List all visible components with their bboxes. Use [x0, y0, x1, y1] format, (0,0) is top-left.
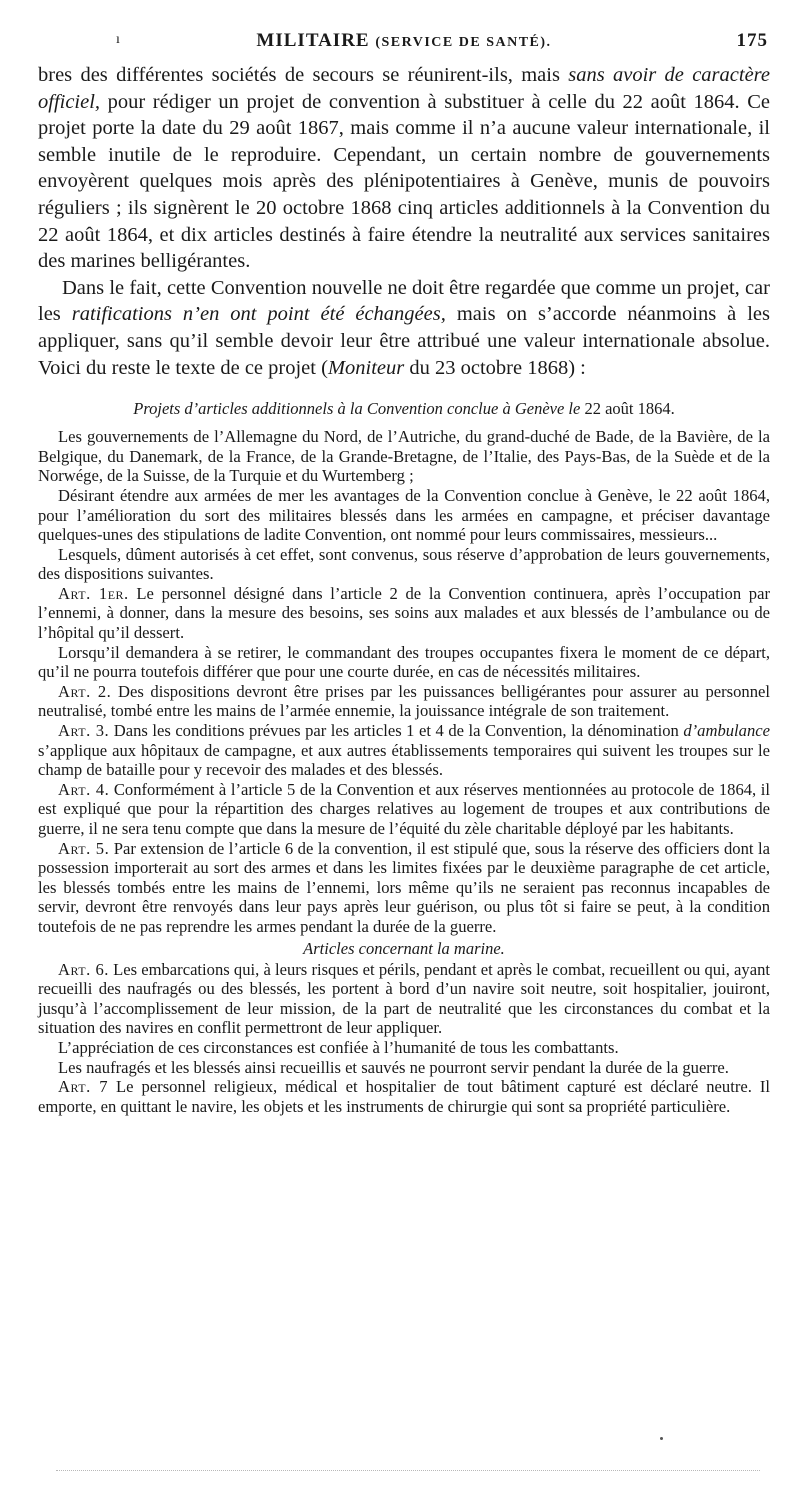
- running-title: [38, 30, 770, 52]
- article-6-continued: L’appréciation de ces circonstances est confiée à l’humanité de tous les combattants.: [58, 1037, 619, 1057]
- article-label: Art. 5.: [58, 838, 110, 858]
- article-text: Les embarcations qui, à leurs risques et périls, pendant et après le combat, recueillent ou qui, ayant recueilli des naufragés ou des blessés, les portent à bord d’un navire soit neutre, soit hospitalier, jouiront, jusqu’à l’accomplissement de leur mission, de la part de neutralité que les circonstances du combat et la situation des navires en conflit permettront de leur appliquer.: [38, 959, 770, 1038]
- article-2: [38, 682, 770, 721]
- article-label: Art. 1er.: [58, 583, 129, 603]
- book-page: [38, 28, 770, 1116]
- article-text: Le personnel religieux, médical et hospitalier de tout bâtiment capturé est déclaré neutre. Il emporte, en quittant le navire, les objets et les instruments de chirurgie qui sont sa propriété particulière.: [38, 1077, 770, 1116]
- running-head: [38, 28, 770, 62]
- article-text: Conformément à l’article 5 de la Convention et aux réserves mentionnées au protocole de 1864, il est expliqué que pour la répartition des charges relatives au logement de troupes et aux contributions de guerre, il ne sera tenu compte que dans la mesure de l’équité du zèle charitable déployé par les habitants.: [38, 779, 770, 838]
- article-text: Dans les conditions prévues par les articles 1 et 4 de la Convention, la dénomination: [109, 721, 684, 741]
- article-1: [38, 584, 770, 643]
- article-6: [38, 960, 770, 1038]
- article-text: s’applique aux hôpitaux de campagne, et aux autres établissements temporaires qui suivent les troupes sur le champ de bataille pour y recevoir des malades et des blessés.: [38, 740, 770, 780]
- intro-text: [38, 62, 770, 381]
- bottom-bleed-through: [56, 1470, 760, 1471]
- article-5: [38, 839, 770, 937]
- intro-paragraph-1: [38, 62, 770, 275]
- article-label: Art. 7: [58, 1077, 109, 1097]
- article-label: Art. 3.: [58, 721, 110, 741]
- article-label: Art. 4.: [58, 779, 110, 799]
- text-run: Dans le fait, cette Convention nouvelle ne doit être regardée que comme un projet, car les: [38, 276, 770, 326]
- articles-text: [38, 427, 770, 1116]
- article-1-continued: Lorsqu’il demandera à se retirer, le commandant des troupes occupantes fixera le moment de ce départ, qu’il ne pourra toutefois différer que pour une courte durée, en cas de nécessités militaires.: [38, 642, 770, 682]
- preamble-paragraph: Désirant étendre aux armées de mer les avantages de la Convention conclue à Genève, le 22 août 1864, pour l’amélioration du sort des militaires blessés dans les armées en campagne, et préciser davantage quelques-unes des stipulations de ladite Convention, ont nommé pour leurs commissaires, messieurs...: [38, 485, 770, 545]
- text-run: pour rédiger un projet de convention à substituer à celle du 22 août 1864. Ce projet porte la date du 29 août 1867, mais comme il n’a aucune valeur internationale, il semble inutile de le reproduire. Cependant, un certain nombre de gouvernements envoyèrent quelques mois après des plénipotentiaires à Genève, munis de pouvoirs réguliers ; ils signèrent le 20 octobre 1868 cinq articles additionnels à la Convention du 22 août 1864, et dix articles destinés à faire étendre la neutralité aux services sanitaires des marines belligérantes.: [38, 90, 770, 273]
- article-3: [38, 721, 770, 780]
- preamble-paragraph: Les gouvernements de l’Allemagne du Nord, de l’Autriche, du grand-duché de Bade, de la Bavière, de la Belgique, du Danemark, de la France, de la Grande-Bretagne, de l’Italie, des Pays-Bas, de la Suède et de la Norwége, de la Suisse, de la Turquie et du Wurtemberg ;: [38, 427, 770, 486]
- ink-speck: [660, 1437, 663, 1440]
- emphasis-run: ratifications n’en ont point été échangées,: [71, 303, 446, 326]
- article-text: Le personnel désigné dans l’article 2 de la Convention continuera, après l’occupation par l’ennemi, à donner, dans la mesure des besoins, ses soins aux malades et aux blessés de l’ambulance ou de l’hôpital qu’il dessert.: [38, 583, 770, 643]
- article-text: Des dispositions devront être prises par les puissances belligérantes pour assurer au personnel neutralisé, tombé entre les mains de l’armée ennemie, la jouissance intégrale de son traitement.: [38, 681, 770, 721]
- emphasis-run: d’ambulance: [683, 721, 770, 741]
- text-run: du 23 octobre 1868) :: [404, 356, 586, 379]
- page-number: 175: [736, 30, 768, 51]
- emphasis-run: Moniteur: [327, 356, 405, 379]
- section-heading: [38, 399, 770, 419]
- text-run: bres des différentes sociétés de secours se réunirent-ils, mais: [38, 64, 569, 86]
- article-text: Par extension de l’article 6 de la convention, il est stipulé que, sous la réserve des officiers dont la possession importerait au sort des armes et dans les limites fixées par le deuxième paragraphe de cet article, les blessés tombés entre les mains de l’ennemi, lors même qu’ils ne seraient pas reconnus incapables de servir, devront être renvoyés dans leur pays après leur guérison, ou plus tôt si faire se peut, à la condition toutefois de ne pas reprendre les armes pendant la durée de la guerre.: [38, 838, 770, 936]
- intro-paragraph-2: [38, 275, 770, 381]
- running-title-main: MILITAIRE: [256, 30, 370, 51]
- article-7: [38, 1077, 770, 1116]
- preamble-paragraph: Lesquels, dûment autorisés à cet effet, sont convenus, sous réserve d’approbation de leurs gouvernements, des dispositions suivantes.: [38, 544, 770, 584]
- text-run: mais on s’accorde néanmoins à les appliquer, sans qu’il semble devoir leur être attribué une valeur internationale absolue. Voici du reste le texte de ce projet (: [38, 303, 771, 379]
- article-label: Art. 6.: [58, 959, 109, 979]
- emphasis-run: sans avoir de caractère officiel,: [38, 64, 770, 113]
- article-6-continued: Les naufragés et les blessés ainsi recueillis et sauvés ne pourront servir pendant la durée de la guerre.: [58, 1057, 729, 1077]
- section-heading-text: Projets d’articles additionnels à la Convention conclue à Genève le: [133, 399, 585, 419]
- running-title-subtitle: (SERVICE DE SANTÉ).: [375, 35, 552, 50]
- article-label: Art. 2.: [58, 681, 112, 701]
- article-4: [38, 780, 770, 839]
- section-heading-date: 22 août 1864.: [584, 399, 675, 419]
- margin-mark: ı: [116, 32, 121, 47]
- marine-heading: Articles concernant la marine.: [303, 938, 505, 958]
